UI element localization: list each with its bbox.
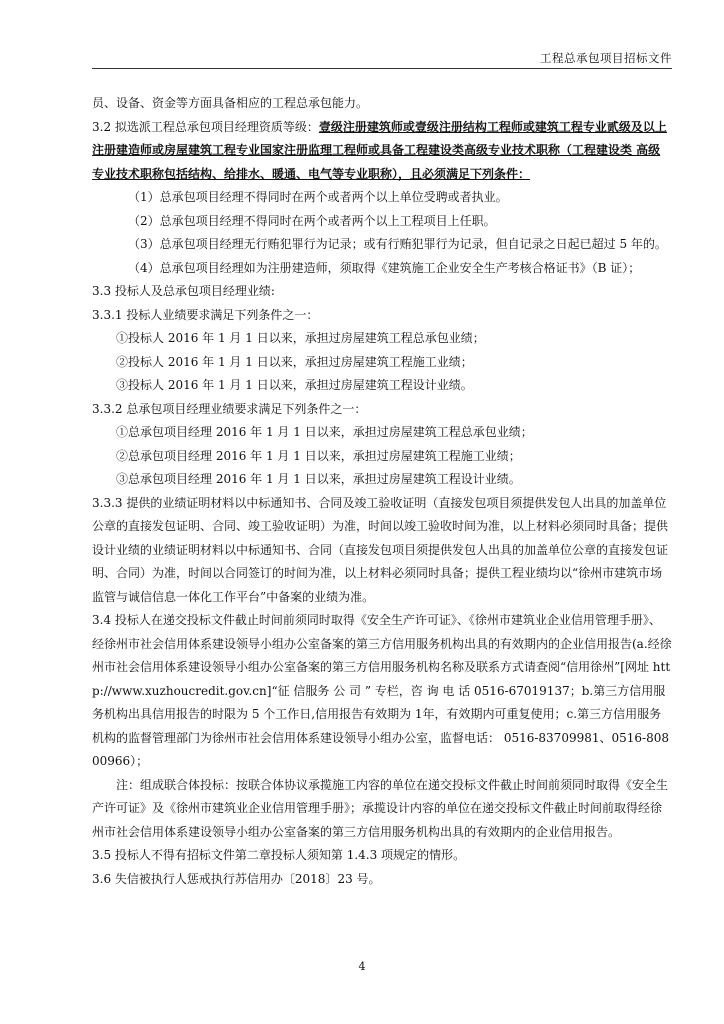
document-body <box>92 92 672 891</box>
paragraph-3-2-requirements: 壹级注册建筑师或壹级注册结构工程师或建筑工程专业贰级及以上注册建造师或房屋建筑工程专业国家注册监理工程师或具备工程建设类高级专业技术职称（工程建设类 高级专业技术职称包括结构、给排水、暖通、电气等专业职称），且必须满足下列条件： <box>92 119 667 181</box>
manager-performance-3: ③总承包项目经理 2016 年 1 月 1 日以来，承担过房屋建筑工程设计业绩。 <box>116 472 521 486</box>
page-header <box>92 46 672 69</box>
manager-performance-2: ②总承包项目经理 2016 年 1 月 1 日以来，承担过房屋建筑工程施工业绩； <box>116 448 521 463</box>
bidder-performance-3: ③投标人 2016 年 1 月 1 日以来，承担过房屋建筑工程设计业绩。 <box>116 378 473 392</box>
header-title: 工程总承包项目招标文件 <box>540 51 672 65</box>
manager-performance-1: ①总承包项目经理 2016 年 1 月 1 日以来，承担过房屋建筑工程总承包业绩； <box>116 425 533 439</box>
section-3-3-3: 3.3.3 提供的业绩证明材料以中标通知书、合同及竣工验收证明（直接发包项目须提供发包人出具的加盖单位公章的直接发包证明、合同、竣工验收证明）为准，时间以竣工验收时间为准，以上材料必须同时具备；提供设计业绩的业绩证明材料以中标通知书、合同（直接发包项目须提供发包人出具的加盖单位公章的直接发包证明、合同）为准，时间以合同签订的时间为准，以上材料必须同时具备；提供工程业绩均以“徐州市建筑市场监管与诚信信息一体化工作平台”中备案的业绩为准。 <box>92 495 669 604</box>
section-3-6: 3.6 失信被执行人惩戒执行苏信用办〔2018〕23 号。 <box>92 871 381 886</box>
bidder-performance-2: ②投标人 2016 年 1 月 1 日以来，承担过房屋建筑工程施工业绩； <box>116 354 473 369</box>
condition-1: （1）总承包项目经理不得同时在两个或者两个以上单位受聘或者执业。 <box>128 190 508 204</box>
section-3-5: 3.5 投标人不得有招标文件第二章投标人须知第 1.4.3 项规定的情形。 <box>92 848 466 862</box>
paragraph-capability: 员、设备、资金等方面具备相应的工程总承包能力。 <box>92 96 369 110</box>
section-3-3-1: 3.3.1 投标人业绩要求满足下列条件之一： <box>92 307 319 322</box>
joint-venture-note: 注：组成联合体投标：按联合体协议承揽施工内容的单位在递交投标文件截止时间前须同时取得《安全生产许可证》及《徐州市建筑业企业信用管理手册》；承揽设计内容的单位在递交投标文件截止时间前取得经徐州市社会信用体系建设领导小组办公室备案的第三方信用服务机构出具的有效期内的企业信用报告。 <box>92 777 669 839</box>
condition-3: （3）总承包项目经理无行贿犯罪行为记录；或有行贿犯罪行为记录，但自记录之日起已超过 5 年的。 <box>128 237 667 251</box>
bidder-performance-1: ①投标人 2016 年 1 月 1 日以来，承担过房屋建筑工程总承包业绩； <box>116 331 485 345</box>
section-3-3-2: 3.3.2 总承包项目经理业绩要求满足下列条件之一： <box>92 401 367 416</box>
page-number: 4 <box>358 960 366 973</box>
section-3-3: 3.3 投标人及总承包项目经理业绩: <box>92 284 275 298</box>
paragraph-3-2-lead: 3.2 拟选派工程总承包项目经理资质等级： <box>92 119 319 134</box>
section-3-4: 3.4 投标人在递交投标文件截止时间前须同时取得《安全生产许可证》、《徐州市建筑业企业信用管理手册》、经徐州市社会信用体系建设领导小组办公室备案的第三方信用服务机构出具的有效期内的企业信用报告(a.经徐州市社会信用体系建设领导小组办公室备案的第三方信用服务机构名称及联系方式请查阅“信用徐州”[网址 http://www.xuzhoucredit.gov.cn]“征 信服务 公 司 ” 专栏，咨 询 电 话 0516-67019137；b.第三方信用服务机构出具信用报告的时限为 5 个工作日,信用报告有效期为 1年，有效期内可重复使用；c.第三方信用服务机构的监督管理部门为徐州市社会信用体系建设领导小组办公室，监督电话： 0516-83709981、0516-80800966）； <box>92 613 672 768</box>
condition-4: （4）总承包项目经理如为注册建造师，须取得《建筑施工企业安全生产考核合格证书》（B 证）； <box>128 260 641 275</box>
condition-2: （2）总承包项目经理不得同时在两个或者两个以上工程项目上任职。 <box>128 213 496 228</box>
paragraph-3-2 <box>92 116 672 187</box>
